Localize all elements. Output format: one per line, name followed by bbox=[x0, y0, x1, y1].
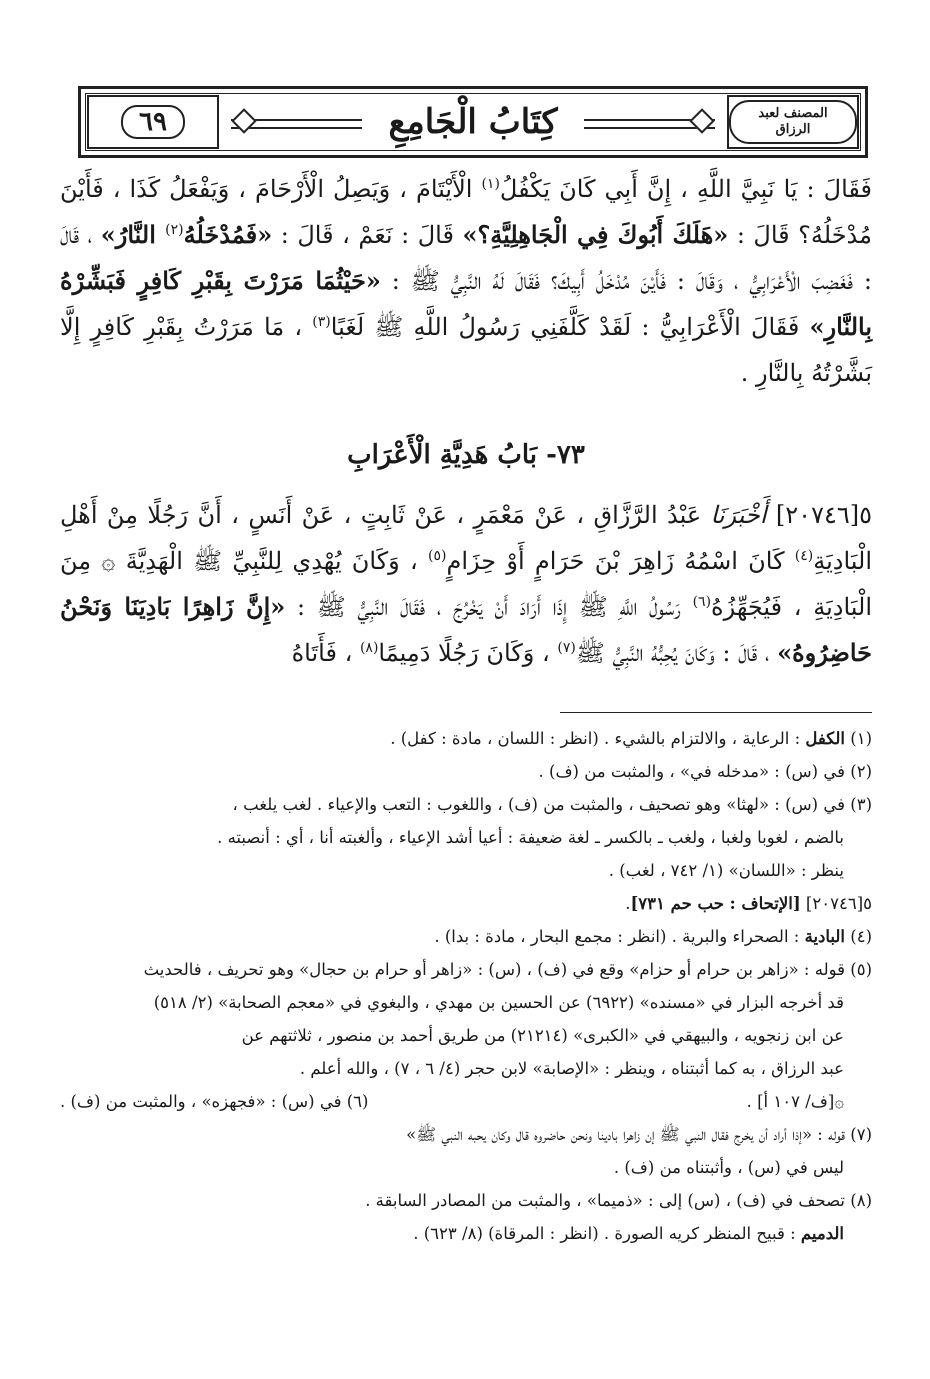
footnote-3-cont: ينظر : «اللسان» (١/ ٧٤٢ ، لغب) . bbox=[608, 861, 844, 880]
footnote-ref: (٦) bbox=[692, 594, 712, 610]
footnote-row-6 bbox=[60, 1085, 872, 1118]
footnote-5-cont: قد أخرجه البزار في «مسنده» (٦٩٢٢) عن الحسين بن مهدي ، والبغوي في «معجم الصحابة» (٢/ ٥١٨) bbox=[153, 993, 844, 1012]
footnote-ref: (٥) bbox=[428, 548, 447, 564]
paragraph-1: فَقَالَ : يَا نَبِيَّ اللَّهِ ، إِنَّ أَبِي كَانَ يَكْفُلُ$^{(١)}$ الْأَيْتَامَ ، وَيَصِلُ الْأَرْحَامَ ، وَيَفْعَلُ كَذَا ، فَأَيْنَ مُدْخَلُهُ؟ قَالَ : «هَلَكَ أَبُوكَ فِي الْجَاهِلِيَّةِ؟» قَالَ : نَعَمْ ، قَالَ : «فَمُدْخَلُهُ$^{(٢)}$ النَّارُ» ، قَالَ : فَغَضِبَ الْأَعْرَابِيُّ ، وَقَالَ : فَأَيْنَ مُدْخَلُ أَبِيكَ؟ فَقَالَ لَهُ النَّبِيُّ ﷺ : «حَيْثُمَا مَرَرْتَ بِقَبْرِ كَافِرٍ فَبَشِّرْهُ بِالنَّارِ» فَقَالَ الْأَعْرَابِيُّ : لَقَدْ كَلَّفَنِي رَسُولُ اللَّهِ ﷺ لَغَبًا$^{(٣)}$ ، مَا مَرَرْتُ بِقَبْرِ كَافِرٍ إِلَّا بَشَّرْتُهُ بِالنَّارِ . bbox=[60, 175, 873, 387]
footnote-8: (٨) تصحف في (ف) ، (س) إلى : «ذميما» ، والمثبت من المصادر السابقة . bbox=[365, 1191, 872, 1210]
hadith-quote: «إِنَّ زَاهِرًا بَادِيَنَا وَنَحْنُ حَاضِرُوهُ» bbox=[60, 592, 872, 667]
page-number: ٦٩ bbox=[121, 105, 185, 139]
footnote-3: (٣) في (س) : «لهثا» وهو تصحيف ، والمثبت من (ف) ، واللغوب : التعب والإعياء . لغب يلغب ، bbox=[232, 795, 872, 814]
footnote-ref: (٢) bbox=[165, 222, 184, 238]
paragraph-2: ٥[٢٠٧٤٦] أَخْبَرَنَا عَبْدُ الرَّزَّاقِ ، عَنْ مَعْمَرٍ ، عَنْ ثَابِتٍ ، عَنْ أَنَسٍ ، أَنَّ رَجُلًا مِنْ أَهْلِ الْبَادِيَةِ$^{(٤)}$ كَانَ اسْمُهُ زَاهِرَ بْنَ حَرَامٍ أَوْ حِزَامٍ$^{(٥)}$ ، وَكَانَ يُهْدِي لِلنَّبِيِّ ﷺ الْهَدِيَّةَ ۞ مِنَ الْبَادِيَةِ ، فَيُجَهِّزُهُ$^{(٦)}$ رَسُولُ اللَّهِ ﷺ إِذَا أَرَادَ أَنْ يَخْرُجَ ، فَقَالَ النَّبِيُّ ﷺ : «إِنَّ زَاهِرًا بَادِيَنَا وَنَحْنُ حَاضِرُوهُ» ، قَالَ : وَكَانَ يُحِبُّهُ النَّبِيُّ ﷺ$^{(٧)}$ ، وَكَانَ رَجُلًا دَمِيمًا$^{(٨)}$ ، فَأَتَاهُ bbox=[60, 501, 873, 667]
footnote-5: (٥) قوله : «زاهر بن حرام أو حزام» وقع في (ف) ، (س) : «زاهر أو حرام بن حجال» وهو تحريف ، فالحديث bbox=[143, 960, 872, 979]
logo-box bbox=[727, 95, 859, 149]
book-logo: المصنف لعبد الرزاق bbox=[729, 100, 857, 144]
page-number-box bbox=[87, 95, 219, 149]
isnad-reference: ٥[٢٠٧٤٦] [الإتحاف : حب حم ٧٣١]. bbox=[625, 894, 872, 913]
footnote-5-cont: عن ابن زنجويه ، والبيهقي في «الكبرى» (٢١٢١٤) من طريق أحمد بن منصور ، ثلاثتهم عن bbox=[241, 1026, 844, 1045]
folio-marker: ۞[ف/ ١٠٧ أ] . bbox=[746, 1092, 844, 1111]
footnote-8-cont: الدميم : قبيح المنظر كريه الصورة . (انظر : المرقاة) (٨/ ٦٢٣) . bbox=[413, 1224, 844, 1243]
footnotes bbox=[60, 722, 872, 1250]
footnote-4: (٤) البادية : الصحراء والبرية . (انظر : مجمع البحار ، مادة : بدا) . bbox=[434, 927, 872, 946]
footnote-6: (٦) في (س) : «فجهزه» ، والمثبت من (ف) . bbox=[60, 1092, 369, 1111]
main-text-block-1 bbox=[60, 166, 872, 396]
header-title-band bbox=[231, 95, 715, 149]
hadith-number: ٥[٢٠٧٤٦] bbox=[766, 501, 872, 529]
footnote-ref: (١) bbox=[481, 176, 500, 192]
footnote-3-cont: بالضم ، لغوبا ولغبا ، ولغب ـ بالكسر ـ لغة ضعيفة : أعيا أشد الإعياء ، وألغبته أنا ، أي : أنصبته . bbox=[217, 828, 844, 847]
footnote-5-cont: عبد الرزاق ، به كما أثبتناه ، وينظر : «الإصابة» لابن حجر (٤/ ٦ ، ٧) ، والله أعلم . bbox=[299, 1059, 844, 1078]
footnote-7-cont: ليس في (س) ، وأثبتناه من (ف) . bbox=[613, 1158, 844, 1177]
hadith-quote: «هَلَكَ أَبُوكَ فِي الْجَاهِلِيَّةِ؟» bbox=[462, 220, 729, 249]
footnote-1: (١) الكفل : الرعاية ، والالتزام بالشيء . (انظر : اللسان ، مادة : كفل) . bbox=[390, 729, 872, 748]
page-header bbox=[78, 86, 868, 158]
footnote-7: (٧) قوله : «إذا أراد أن يخرج فقال النبي ﷺ إن زاهرا بادينا ونحن حاضروه قال وكان يحبه النبي ﷺ» bbox=[406, 1125, 872, 1144]
main-text-block-2 bbox=[60, 492, 872, 676]
footnote-ref: (٧) bbox=[557, 640, 576, 656]
footnote-ref: (٤) bbox=[794, 548, 814, 564]
footnote-separator bbox=[560, 712, 872, 713]
book-title: كِتَابُ الْجَامِعِ bbox=[362, 102, 583, 142]
hadith-quote: «حَيْثُمَا مَرَرْتَ بِقَبْرِ كَافِرٍ فَبَشِّرْهُ بِالنَّارِ» bbox=[60, 266, 872, 341]
hadith-quote: النَّارُ» bbox=[100, 220, 166, 249]
chapter-heading: ٧٣- بَابُ هَدِيَّةِ الْأَعْرَابِ bbox=[347, 440, 585, 470]
footnote-2: (٢) في (س) : «مدخله في» ، والمثبت من (ف) . bbox=[538, 762, 872, 781]
footnote-ref: (٣) bbox=[312, 314, 331, 330]
hadith-quote: «فَمُدْخَلُهُ bbox=[183, 220, 273, 249]
footnote-ref: (٨) bbox=[359, 640, 379, 656]
